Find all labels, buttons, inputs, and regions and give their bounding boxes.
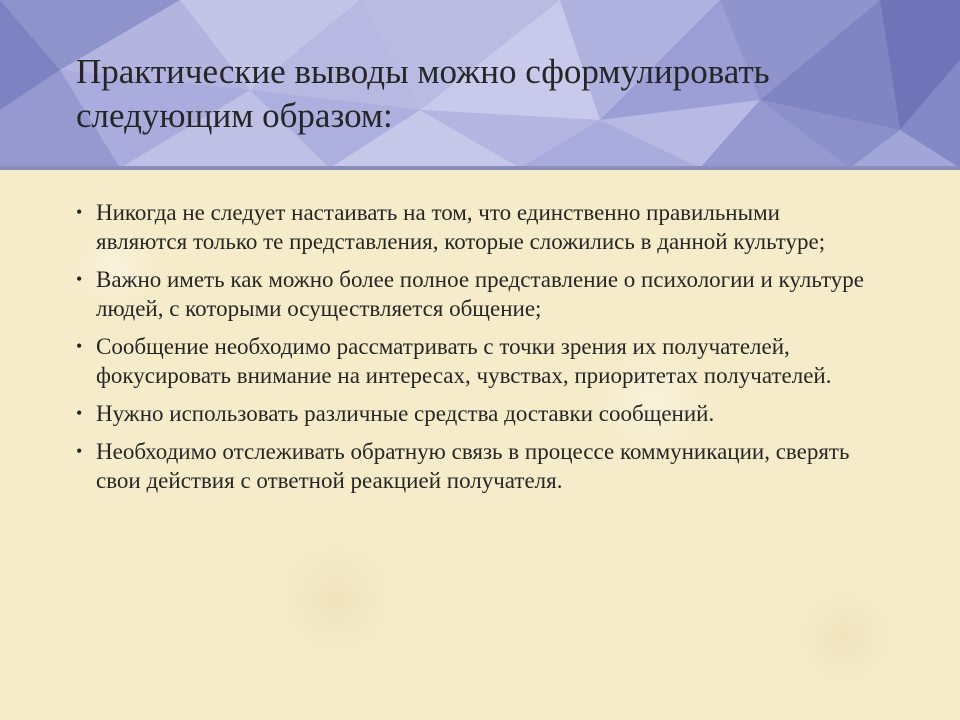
slide-title: Практические выводы можно сформулировать следующим образом:: [76, 52, 770, 135]
bullet-icon: •: [76, 336, 83, 356]
bullet-icon: •: [76, 202, 83, 222]
bullet-icon: •: [76, 403, 83, 423]
bullet-item: [76, 332, 876, 390]
bullet-item: [76, 198, 876, 256]
bullet-item: [76, 437, 876, 495]
bullet-text: Сообщение необходимо рассматривать с точки зрения их получателей, фокусировать внимание на интересах, чувствах, приоритетах получателей.: [96, 334, 832, 388]
bullet-text: Нужно использовать различные средства доставки сообщений.: [96, 401, 715, 426]
bullet-icon: •: [76, 269, 83, 289]
bullet-item: [76, 265, 876, 323]
bullet-list: [76, 198, 876, 504]
bullet-text: Необходимо отслеживать обратную связь в процессе коммуникации, сверять свои действия с ответной реакцией получателя.: [96, 439, 850, 493]
bullet-icon: •: [76, 441, 83, 461]
bullet-item: [76, 399, 876, 428]
bullet-text: Никогда не следует настаивать на том, что единственно правильными являются только те представления, которые сложились в данной культуре;: [96, 200, 826, 254]
bullet-text: Важно иметь как можно более полное представление о психологии и культуре людей, с которыми осуществляется общение;: [96, 267, 864, 321]
